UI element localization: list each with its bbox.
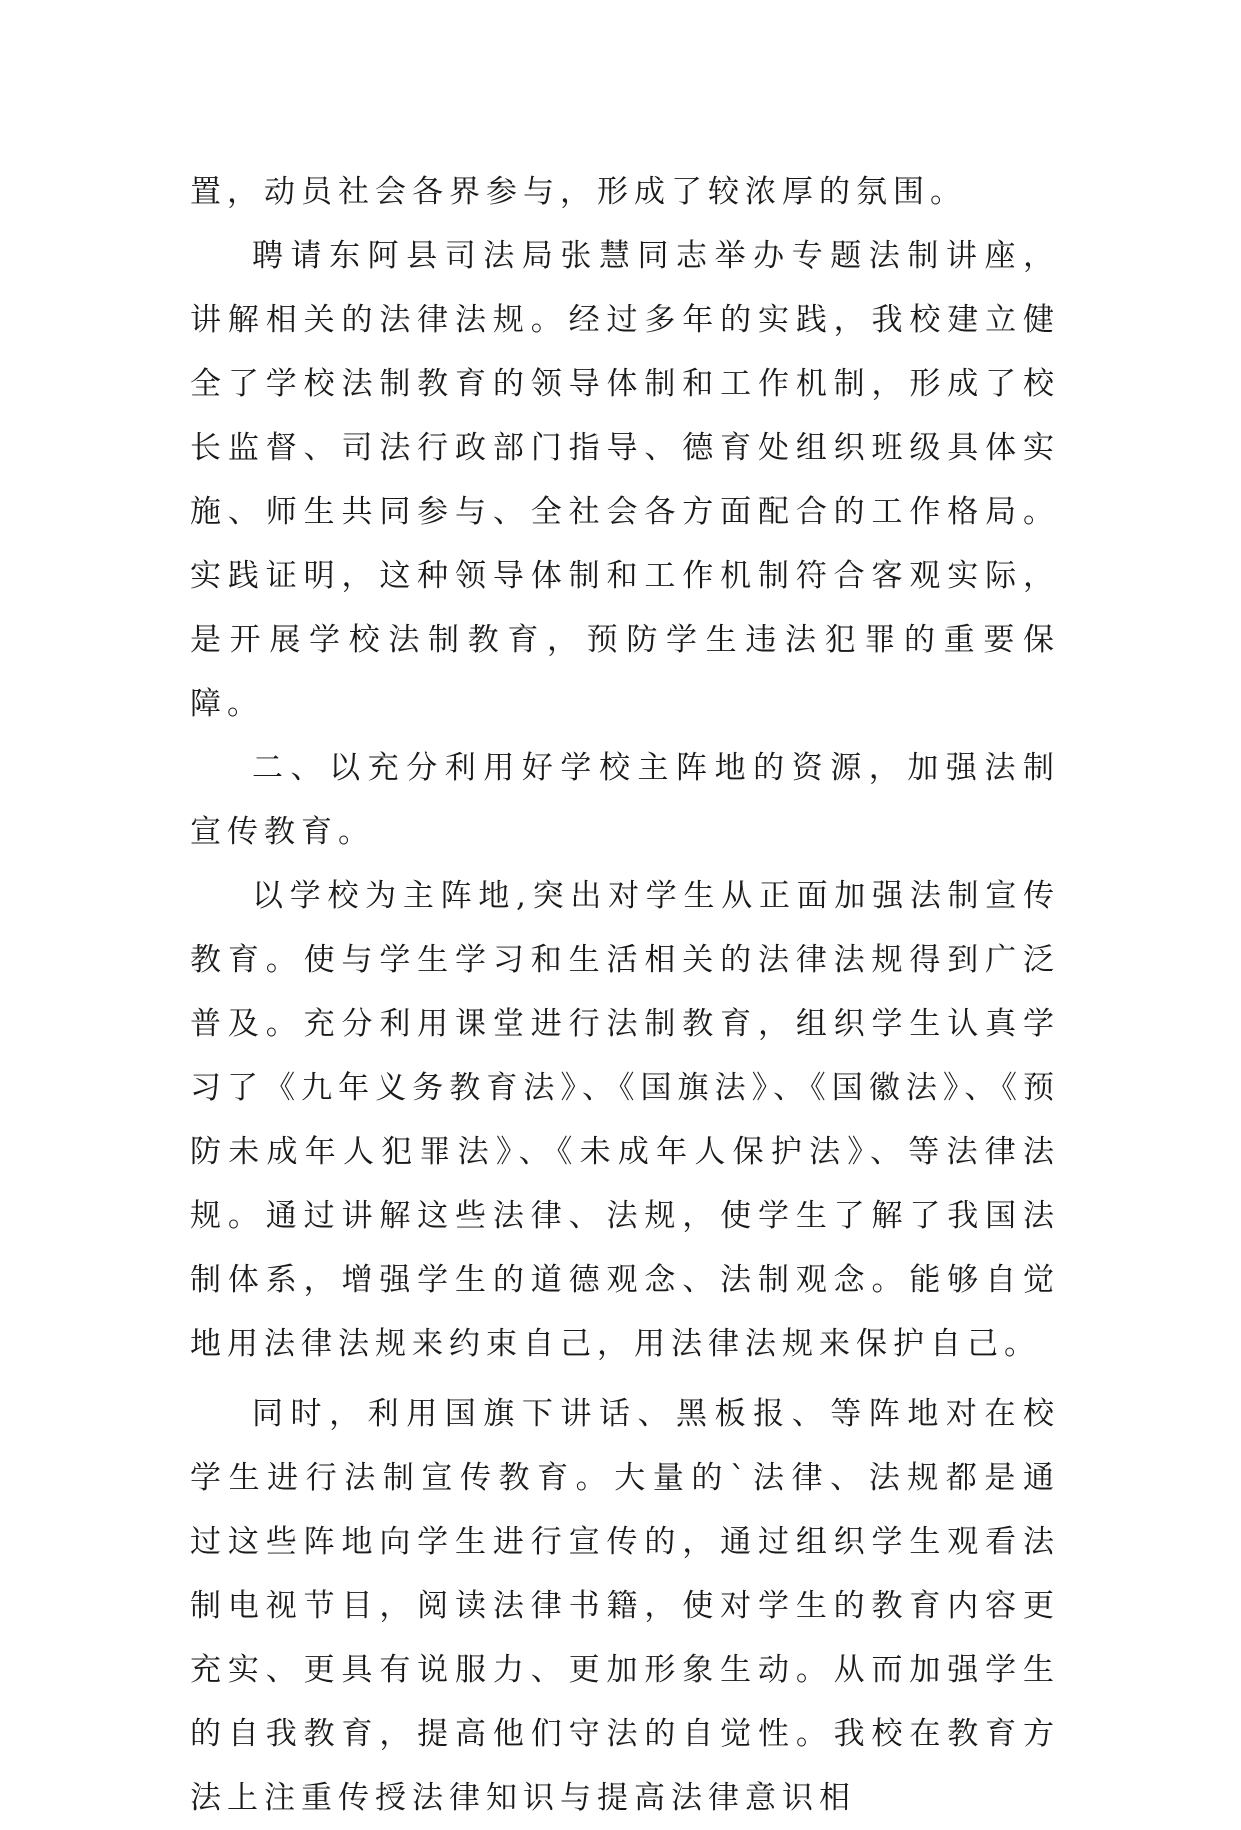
paragraph-school-education: 以学校为主阵地,突出对学生从正面加强法制宣传教育。使与学生学习和生活相关的法律法规得到广泛普及。充分利用课堂进行法制教育，组织学生认真学习了《九年义务教育法》、《国旗法》、《国徽法》、《预防未成年人犯罪法》、《未成年人保护法》、等法律法规。通过讲解这些法律、法规，使学生了解了我国法制体系，增强学生的道德观念、法制观念。能够自觉地用法律法规来约束自己，用法律法规来保护自己。 (190, 878, 1060, 1362)
paragraph-lecture: 聘请东阿县司法局张慧同志举办专题法制讲座，讲解相关的法律法规。经过多年的实践，我校建立健全了学校法制教育的领导体制和工作机制，形成了校长监督、司法行政部门指导、德育处组织班级具体实施、师生共同参与、全社会各方面配合的工作格局。实践证明，这种领导体制和工作机制符合客观实际，是开展学校法制教育，预防学生违法犯罪的重要保障。 (190, 238, 1060, 722)
paragraph-publicity: 同时，利用国旗下讲话、黑板报、等阵地对在校学生进行法制宣传教育。大量的`法律、法规都是通过这些阵地向学生进行宣传的，通过组织学生观看法制电视节目，阅读法律书籍，使对学生的教育内容更充实、更具有说服力、更加形象生动。从而加强学生的自我教育，提高他们守法的自觉性。我校在教育方法上注重传授法律知识与提高法律意识相 (190, 1396, 1060, 1816)
paragraph-continuation: 置，动员社会各界参与，形成了较浓厚的氛围。 (190, 174, 967, 210)
section-heading-two: 二、以充分利用好学校主阵地的资源，加强法制宣传教育。 (190, 750, 1060, 850)
document-body (190, 160, 1060, 1830)
